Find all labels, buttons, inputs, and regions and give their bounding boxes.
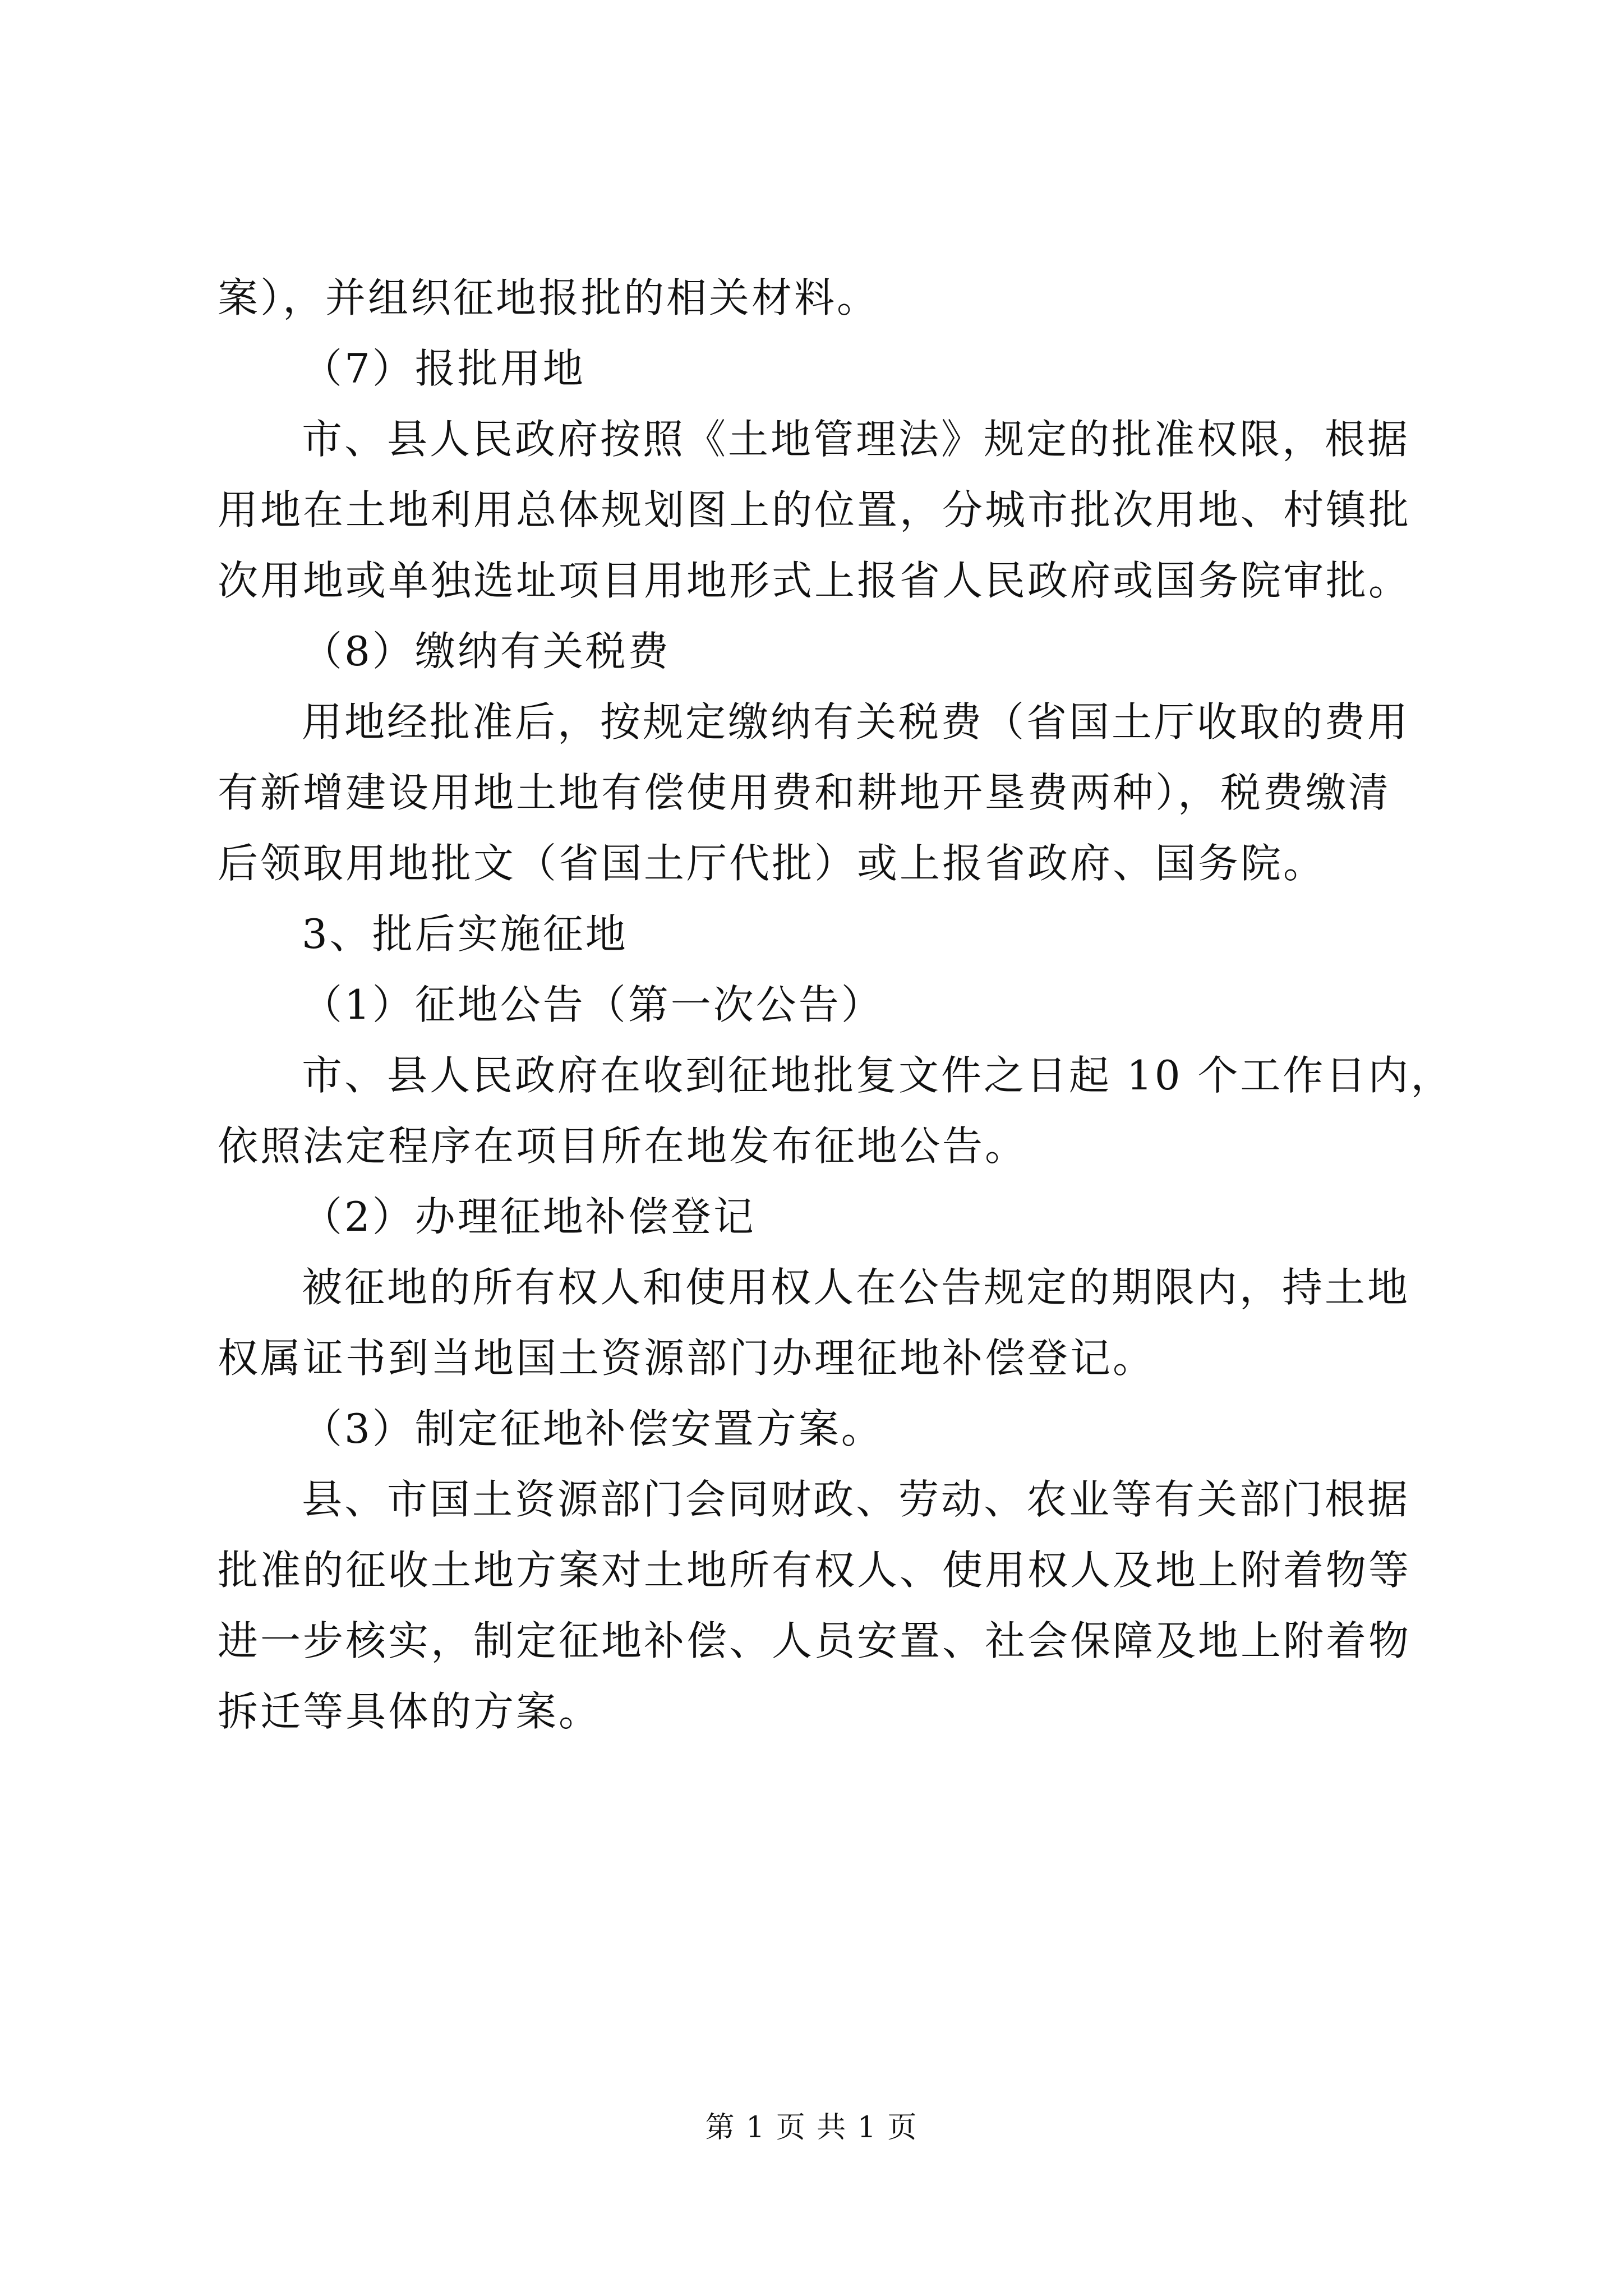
paragraph-line: 被征地的所有权人和使用权人在公告规定的期限内，持土地 [302,1264,1410,1311]
paragraph-line: 进一步核实，制定征地补偿、人员安置、社会保障及地上附着物 [218,1617,1412,1664]
paragraph-line: 县、市国土资源部门会同财政、劳动、农业等有关部门根据 [302,1476,1410,1523]
section-heading: 3、批后实施征地 [302,910,628,958]
paragraph-line: 权属证书到当地国土资源部门办理征地补偿登记。 [218,1335,1156,1382]
paragraph-line: 批准的征收土地方案对土地所有权人、使用权人及地上附着物等 [218,1547,1412,1594]
section-heading: （8）缴纳有关税费 [302,628,671,675]
section-heading: （3）制定征地补偿安置方案。 [302,1405,884,1452]
section-heading: （1）征地公告（第一次公告） [302,981,884,1028]
paragraph-line: 用地经批准后，按规定缴纳有关税费（省国土厅收取的费用 [302,698,1410,746]
paragraph-line: 后领取用地批文（省国土厅代批）或上报省政府、国务院。 [218,840,1326,887]
section-heading: （7）报批用地 [302,345,585,392]
section-heading: （2）办理征地补偿登记 [302,1193,756,1240]
paragraph-line: 市、县人民政府按照《土地管理法》规定的批准权限，根据 [302,416,1410,463]
paragraph-line: 用地在土地利用总体规划图上的位置，分城市批次用地、村镇批 [218,486,1412,533]
paragraph-line: 市、县人民政府在收到征地批复文件之日起 10 个工作日内， [302,1052,1454,1099]
document-body [218,263,1454,1747]
paragraph-line: 有新增建设用地土地有偿使用费和耕地开垦费两种），税费缴清 [218,769,1391,816]
page-footer: 第 1 页 共 1 页 [705,2111,918,2145]
paragraph-line: 拆迁等具体的方案。 [218,1688,602,1735]
paragraph-line: 次用地或单独选址项目用地形式上报省人民政府或国务院审批。 [218,557,1412,604]
paragraph-line: 依照法定程序在项目所在地发布征地公告。 [218,1122,1028,1170]
paragraph-line: 案），并组织征地报批的相关材料。 [218,274,880,321]
